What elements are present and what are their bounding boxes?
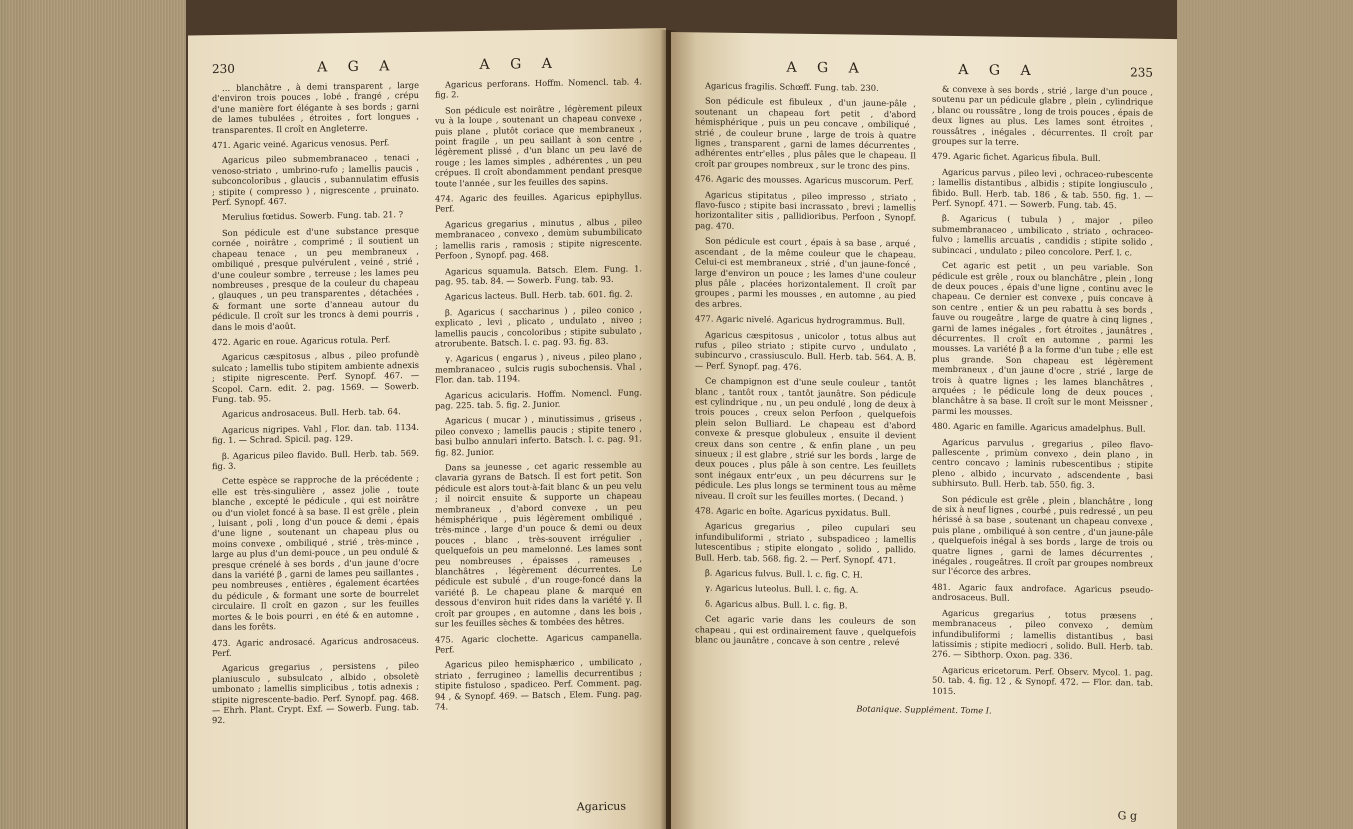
right-head-1: A G A — [786, 59, 867, 77]
paragraph: Agaricus parvulus , gregarius , pileo flavo-pallescente , primùm convexo , dein plano , in centro concavo ; laminis rubescentibus ; stipite pleno , albido , incurvato , adscendente , basi subhirsuto. Bull. Herb. tab. 550. fig. 3. — [932, 436, 1153, 491]
paragraph: Agaricus cæspitosus , albus , pileo profundè sulcato ; lamellis tubo stipitem ambiente adnexis ; stipite nigrescente. Perf. Synopf. 467. — Scopol. Carn. edit. 2. pag. 1569. — Sowerb. Fung. tab. 95. — [212, 349, 419, 405]
paragraph: 480. Agaric en famille. Agaricus amadelphus. Bull. — [932, 420, 1146, 434]
left-page-number: 230 — [212, 61, 235, 77]
paragraph: Cet agaric varie dans les couleurs de son chapeau , qui est ordinairement fauve , quelquefois blanc ou jaunâtre , concave à son centre , relevé — [695, 613, 916, 648]
paragraph: 476. Agaric des mousses. Agaricus muscorum. Perf. — [695, 173, 914, 187]
paragraph: 477. Agaric nivelé. Agaricus hydrogrammus. Bull. — [695, 313, 905, 327]
paragraph: β. Agaricus ( tubula ) , major , pileo submembranaceo , umbilicato , striato , ochraceo-fulvo ; lamellis arcuatis , candidis ; stipite solido , subincaci , undulato ; pileo concolore. Perf. l. c. — [932, 213, 1153, 258]
paragraph: Dans sa jeunesse , cet agaric ressemble au clavaria gyrans de Batsch. Il est fort petit. Son pédicule est alors tout-à-fait blanc & un peu velu ; il noircit ensuite & supporte un chapeau membraneux , d'abord convexe , un peu hémisphérique , puis légèrement ombiliqué , très-mince , large d'un pouce & demi ou deux pouces , blanc , très-souvent irrégulier , quelquefois un peu mamelonné. Les lames sont peu nombreuses , épaisses , rameuses , blanchâtres , légèrement décurrentes. Le pédicule est subulé , d'un rouge-foncé dans la variété β. Le chapeau plane & marqué en dessous d'environ huit rides dans la variété γ. Il croît par groupes , en automne , dans les bois , sur les feuilles sèches & tombées des hêtres. — [435, 459, 642, 629]
paragraph: 473. Agaric androsacé. Agaricus androsaceus. Perf. — [212, 634, 419, 659]
paragraph: 478. Agaric en boîte. Agaricus pyxidatus. Bull. — [695, 505, 891, 519]
paragraph: 475. Agaric clochette. Agaricus campanella. Perf. — [435, 630, 642, 655]
left-col-1 — [212, 80, 419, 731]
right-col-1 — [695, 80, 916, 700]
paragraph: Son pédicule est noirâtre , légèrement pileux vu à la loupe , soutenant un chapeau convexe , puis plane , plutôt coriace que membraneux , point fragile , un peu saillant à son centre , légèrement plissé , d'un blanc un peu lavé de rouge ; les lames simples , adhérentes , un peu crépues. Il croît abondamment pendant presque toute l'année , sur les feuilles des sapins. — [435, 102, 642, 189]
paragraph: Cette espèce se rapproche de la précédente ; elle est très-singulière , assez jolie , toute blanche , excepté le pédicule , qui est noirâtre ou d'un violet foncé à sa base. Il est grêle , plein , luisant , poli , long d'un pouce & demi , épais d'une ligne , soutenant un chapeau plus ou moins convexe , ombiliqué , strié , très-mince , large au plus d'un demi-pouce , un peu ondulé & presque crénelé à ses bords , d'un jaune d'ocre dans la variété β , garni de lames peu saillantes , peu nombreuses , entières , également écartées du pédicule , & formant une sorte de bourrelet circulaire. Il croît en gazon , sur les feuilles mortes & le bois pourri , en été & en automne , dans les forêts. — [212, 473, 419, 633]
paragraph: Agaricus pileo hemisphærico , umbilicato , striato , ferrugineo ; lamellis decurrentibus ; stipite fistuloso , spadiceo. Perf. Comment. pag. 94 , & Synopf. 469. — Batsch , Elem. Fung. pag. 74. — [435, 656, 642, 712]
paragraph: β. Agaricus fulvus. Bull. l. c. fig. C. H. — [705, 567, 863, 580]
paragraph: Son pédicule est d'une substance presque cornée , noirâtre , comprimé ; il soutient un chapeau tenace , un peu membraneux , ombiliqué , presque pulvérulent , veiné , strié , d'une couleur sombre , terreuse ; les lames peu nombreuses , presque de la couleur du chapeau , glauques , un peu transparentes , détachées , & formant une sorte d'anneau autour du pédicule. Il croît sur les troncs à demi pourris , dans le mois d'août. — [212, 224, 419, 332]
paragraph: Agaricus gregarius , totus præsens , membranaceus , pileo convexo , demùm infundibuliformi ; lamellis distantibus , basi latissimis ; stipite mediocri , solido. Bull. Herb. tab. 276. — Sibthorp. Oxon. pag. 336. — [932, 607, 1153, 661]
paragraph: Agaricus lacteus. Bull. Herb. tab. 601. fig. 2. — [445, 288, 633, 302]
left-head-2: A G A — [479, 55, 560, 73]
right-page-edges — [1177, 0, 1353, 829]
right-running-head — [695, 58, 1153, 80]
paragraph: & convexe à ses bords , strié , large d'un pouce , soutenu par un pédicule glabre , plein , cylindrique , blanc ou roussâtre , long de trois pouces , épais de deux lignes au plus. Les lames sont étroites , roussâtres , inégales , décurrentes. Il croît par groupes sur la terre. — [932, 83, 1153, 147]
paragraph: Agaricus gregarius , minutus , albus , pileo membranaceo , convexo , demùm subumbilicato ; lamellis raris , ramosis ; stipite nigrescente. Perfoon , Synopf. pag. 468. — [435, 216, 642, 261]
paragraph: Agaricus pileo submembranaceo , tenaci , venoso-striato , umbrino-rufo ; lamellis paucis , subconcoloribus , glaucis , subannulatim effusis ; stipite ( compresso ) , nigrescente , pruinato. Perf. Synopf. 467. — [212, 152, 419, 208]
paragraph: 481. Agaric faux androface. Agaricus pseudo-androsaceus. Bull. — [932, 581, 1153, 604]
paragraph: δ. Agaricus albus. Bull. l. c. fig. B. — [705, 598, 848, 611]
paragraph: 474. Agaric des feuilles. Agaricus epiphyllus. Perf. — [435, 190, 642, 215]
paragraph: 472. Agaric en roue. Agaricus rotula. Perf. — [212, 334, 391, 348]
paragraph: Agaricus androsaceus. Bull. Herb. tab. 64. — [222, 406, 401, 420]
paragraph: Agaricus cæspitosus , unicolor , totus albus aut rufus , pileo striato ; stipite curvo , undulato , subincurvo , crassiusculo. Bull. Herb. tab. 564. A. B. — Perf. Synopf. pag. 476. — [695, 329, 916, 372]
paragraph: Agaricus ericetorum. Perf. Observ. Mycol. 1. pag. 50. tab. 4. fig. 12 , & Synopf. 472. — Flor. dan. tab. 1015. — [932, 664, 1153, 696]
right-page-number: 235 — [1130, 65, 1153, 80]
paragraph: Merulius fœtidus. Sowerb. Fung. tab. 21. ? — [222, 209, 404, 223]
paragraph: Son pédicule est fibuleux , d'un jaune-pâle , soutenant un chapeau fort petit , d'abord hémisphérique , puis un peu concave , ombiliqué , strié , de couleur brune , large de trois à quatre lignes , transparent , garni de lames décurrentes , adhérentes entr'elles , plus pâles que le chapeau. Il croît par groupes nombreux , sur le tronc des pins. — [695, 95, 916, 172]
left-col-2 — [435, 76, 642, 727]
paragraph: Son pédicule est grêle , plein , blanchâtre , long de six à neuf lignes , courbé , puis redressé , un peu hérissé à sa base , soutenant un chapeau convexe , puis plane , ombiliqué à son centre , d'un jaune-pâle , quelquefois inégal à ses bords , large de trois ou quatre lignes , garni de lames décurrentes , inégales , rougeâtres. Il croît par groupes nombreux sur l'écorce des arbres. — [932, 493, 1153, 578]
right-page — [671, 32, 1177, 829]
paragraph: Agaricus gregarius , persistens , pileo planiusculo , subsulcato , albido , obsoletè umbonato ; lamellis simplicibus , totis adnexis ; stipite nigrescente-badio. Perf. Synopf. pag. 468. — Ehrh. Plant. Crypt. Exf. — Sowerb. Fung. tab. 92. — [212, 660, 419, 726]
paragraph: 471. Agaric veiné. Agaricus venosus. Perf. — [212, 137, 390, 151]
paragraph: … blanchâtre , à demi transparent , large d'environ trois pouces , lobé , frangé , crépu d'une manière fort élégante à ses bords ; garni de lames tubulées , étroites , fort longues , transparentes. Il croît en Angleterre. — [212, 79, 419, 135]
left-catchword: Agaricus — [576, 799, 626, 814]
left-page-edges — [0, 0, 186, 829]
paragraph: β. Agaricus pileo flavido. Bull. Herb. tab. 569. fig. 3. — [212, 447, 419, 472]
paragraph: Agaricus parvus , pileo levi , ochraceo-rubescente ; lamellis distantibus , albidis ; stipite longiusculo , fibido. Bull. Herb. tab. 186 , & tab. 550. fig. 1. — Perf. Synopf. 471. — Sowerb. Fung. tab. 45. — [932, 166, 1153, 211]
paragraph: γ. Agaricus ( engarus ) , niveus , pileo plano , membranaceo , sulcis rugis subochensis. Vhal , Flor. dan. tab. 1194. — [435, 350, 642, 385]
paragraph: Agaricus squamula. Batsch. Elem. Fung. 1. pag. 95. tab. 84. — Sowerb. Fung. tab. 93. — [435, 262, 642, 287]
paragraph: Son pédicule est court , épais à sa base , arqué , ascendant , de la même couleur que le chapeau. Celui-ci est membraneux , strié , d'un jaune-foncé , large d'environ un pouce ; les lames d'une couleur plus pâle , placées horizontalement. Il croît par groupes , parmi les mousses , en automne , au pied des arbres. — [695, 235, 916, 309]
right-col-2 — [932, 84, 1153, 704]
paragraph: β. Agaricus ( saccharinus ) , pileo conico , explicato , levi , plicato , undulato , niveo ; lamellis paucis , concoloribus ; stipite subulato , atrorubente. Batsch. l. c. pag. 93. fig. 83. — [435, 304, 642, 349]
paragraph: Agaricus nigripes. Vahl , Flor. dan. tab. 1134. fig. 1. — Schrad. Spicil. pag. 129. — [212, 421, 419, 446]
paragraph: Agaricus stipitatus , pileo impresso , striato , flavo-fusco ; stipite basi incrassato , brevi ; lamellis horizontaliter sitis , pallidioribus. Perfoon , Synopf. pag. 470. — [695, 189, 916, 231]
paragraph: Agaricus ( mucar ) , minutissimus , griseus , pileo convexo ; lamellis paucis ; stipite tenero , basi bulbo annulari inferto. Batsch. l. c. pag. 91. fig. 82. Junior. — [435, 412, 642, 458]
paragraph: Agaricus gregarius , pileo cupulari seu infundibuliformi , striato , subspadiceo ; lamellis lutescentibus ; stipite elongato , solido , pallido. Bull. Herb. tab. 568. fig. 2. — Perf. Synopf. 471. — [695, 520, 916, 565]
paragraph: Ce champignon est d'une seule couleur , tantôt blanc , tantôt roux , tantôt jaunâtre. Son pédicule est cylindrique , nu , un peu ondulé , long de deux à trois pouces , creux selon Perfoon , quelquefois plein selon Bulliard. Le chapeau est d'abord convexe & presque globuleux , ensuite il devient creux dans son centre , & enfin plane , un peu sinueux ; il est glabre , strié sur les bords , large de deux pouces , plus pâle à son centre. Les feuillets sont inégaux entr'eux , un peu décurrens sur le pédicule. Les plus longs se terminent tous au même niveau. Il croît sur les feuilles mortes. ( Decand. ) — [695, 375, 916, 503]
left-head-1: A G A — [317, 58, 398, 76]
paragraph: 479. Agaric fichet. Agaricus fibula. Bull. — [932, 151, 1101, 164]
paragraph: Agaricus perforans. Hoffm. Nomencl. tab. 4. fig. 2. — [435, 76, 642, 101]
paragraph: Cet agaric est petit , un peu variable. Son pédicule est grêle , roux ou blanchâtre , plein , long de deux pouces , épais d'une ligne , continu avec le chapeau. Ce dernier est convexe , puis concave à son centre , entier & un peu rabattu à ses bords , fauve ou rougeâtre , large de quatre à cinq lignes , garni de lames inégales , fort étroites , jaunâtres , décurrentes. Il croît en automne , parmi les mousses. La variété β a la forme d'un tube ; elle est plus grande. Son chapeau est légèrement membraneux , d'un jaune d'ocre , strié , large de trois à quatre lignes ; les lames blanchâtres , arquées ; le pédicule long de deux pouces , blanchâtre à sa base. Il croît sur le mont Meissner , parmi les mousses. — [932, 259, 1153, 417]
paragraph: Agaricus acicularis. Hoffm. Nomencl. Fung. pag. 225. tab. 5. fig. 2. Junior. — [435, 386, 642, 411]
right-signature: G g — [1117, 809, 1137, 823]
paragraph: Agaricus fragilis. Schœff. Fung. tab. 230. — [705, 80, 879, 93]
left-page — [188, 28, 666, 829]
right-head-2: A G A — [958, 62, 1039, 80]
left-running-head — [212, 54, 642, 77]
paragraph: γ. Agaricus luteolus. Bull. l. c. fig. A. — [705, 582, 859, 596]
right-footer: Botanique. Supplément. Tome I. — [856, 703, 992, 716]
